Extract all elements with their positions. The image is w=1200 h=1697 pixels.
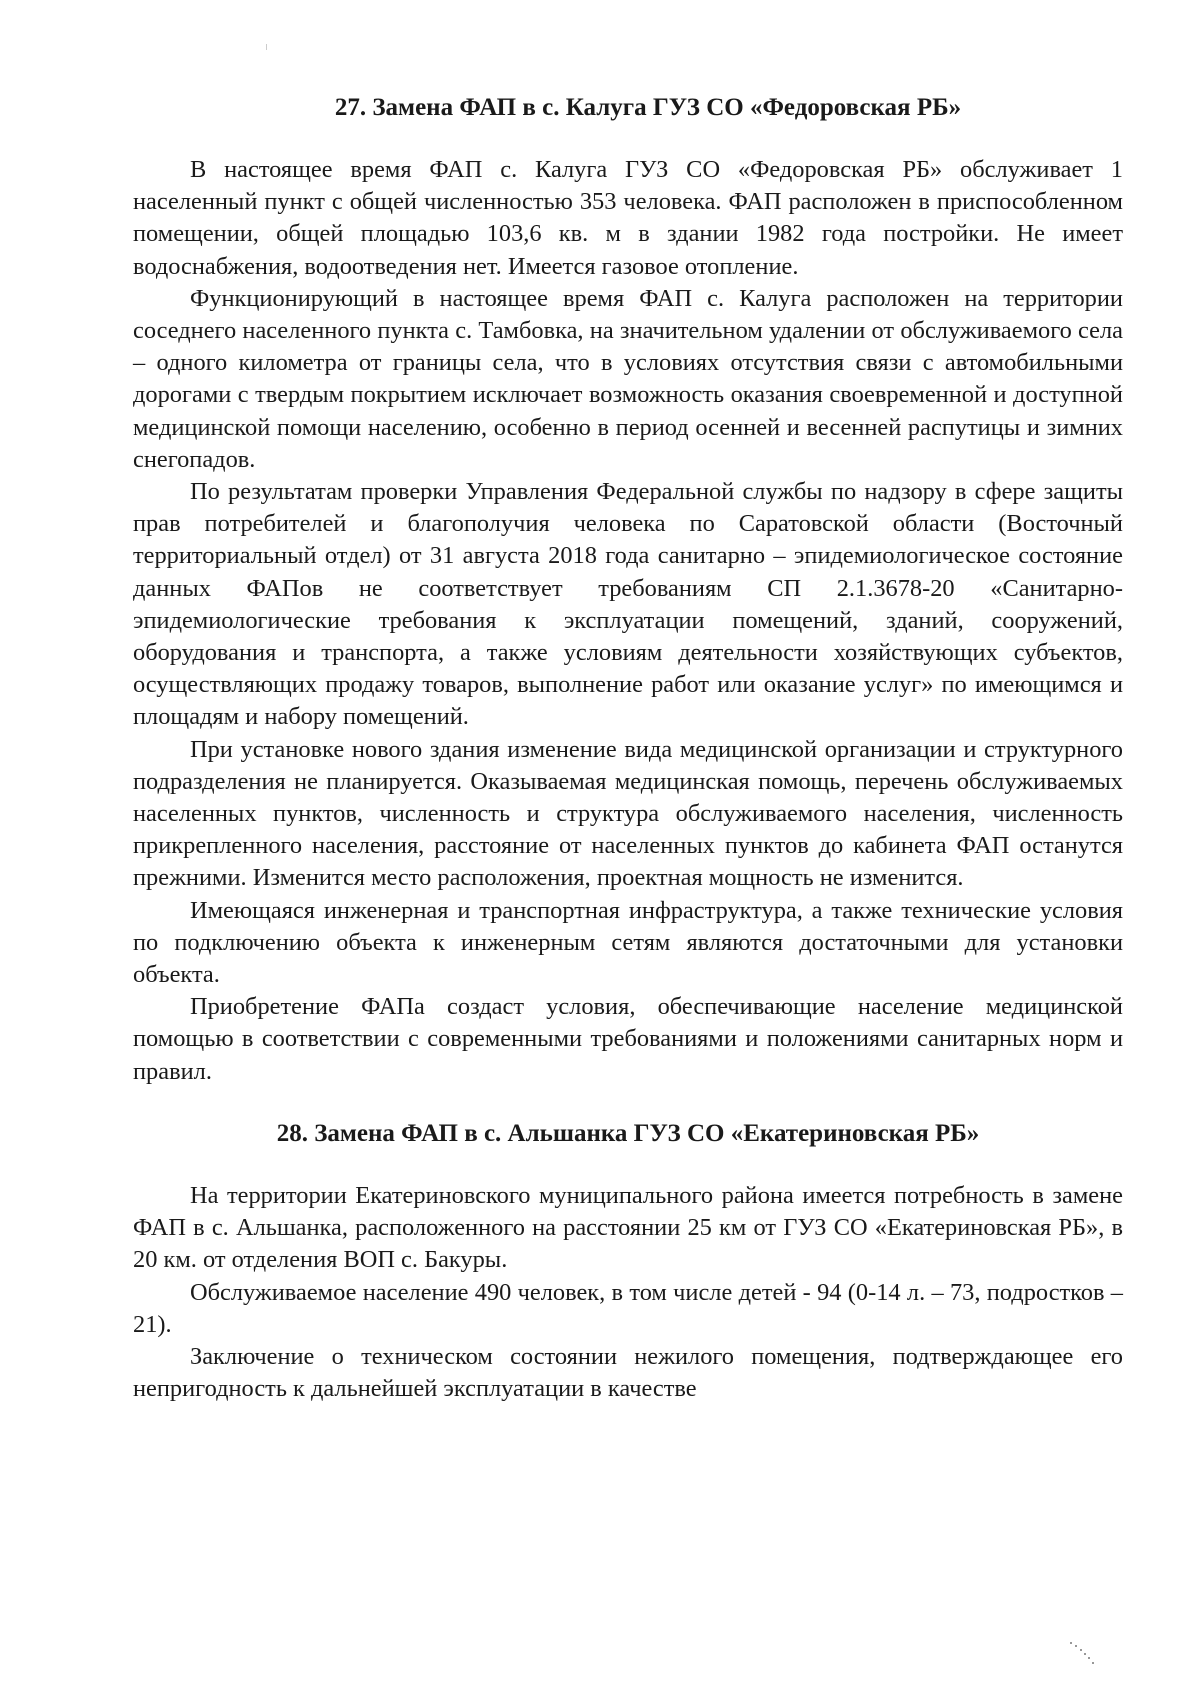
section-28-paragraph-2: Обслуживаемое население 490 человек, в том числе детей - 94 (0-14 л. – 73, подростков – 21). [133,1278,1123,1338]
section-28-paragraph-1: На территории Екатериновского муниципального района имеется потребность в замене ФАП в с. Альшанка, расположенного на расстоянии 25 км от ГУЗ СО «Екатериновская РБ», в 20 км. от отделения ВОП с. Бакуры. [133,1181,1123,1274]
section-27-title: 27. Замена ФАП в с. Калуга ГУЗ СО «Федоровская РБ» [334,94,962,121]
section-27-paragraph-4: При установке нового здания изменение вида медицинской организации и структурного подразделения не планируется. Оказываемая медицинская помощь, перечень обслуживаемых населенных пунктов, численность и структура обслуживаемого населения, численность прикрепленного населения, расстояние от населенных пунктов до кабинета ФАП останутся прежними. Изменится место расположения, проектная мощность не изменится. [133,735,1123,892]
section-27-paragraph-1: В настоящее время ФАП с. Калуга ГУЗ СО «Федоровская РБ» обслуживает 1 населенный пункт с общей численностью 353 человека. ФАП расположен в приспособленном помещении, общей площадью 103,6 кв. м в здании 1982 года постройки. Не имеет водоснабжения, водоотведения нет. Имеется газовое отопление. [133,156,1123,280]
section-27-paragraph-6: Приобретение ФАПа создаст условия, обеспечивающие население медицинской помощью в соответствии с современными требованиями и положениями санитарных норм и правил. [133,993,1123,1085]
document-body [133,92,1123,1405]
section-27-paragraph-2: Функционирующий в настоящее время ФАП с. Калуга расположен на территории соседнего населенного пункта с. Тамбовка, на значительном удалении от обслуживаемого села – одного километра от границы села, что в условиях отсутствия связи с автомобильными дорогами с твердым покрытием исключает возможность оказания своевременной и доступной медицинской помощи населению, особенно в период осенней и весенней распутицы и зимних снегопадов. [133,284,1123,473]
scan-artifact-dots [1068,1640,1098,1670]
section-27-paragraph-5: Имеющаяся инженерная и транспортная инфраструктура, а также технические условия по подключению объекта к инженерным сетям являются достаточными для установки объекта. [133,896,1123,989]
section-27-paragraph-3: По результатам проверки Управления Федеральной службы по надзору в сфере защиты прав потребителей и благополучия человека по Саратовской области (Восточный территориальный отдел) от 31 августа 2018 года санитарно – эпидемиологическое состояние данных ФАПов не соответствует требованиям СП 2.1.3678-20 «Санитарно-эпидемиологические требования к эксплуатации помещений, зданий, сооружений, оборудования и транспорта, а также условиям деятельности хозяйствующих субъектов, осуществляющих продажу товаров, выполнение работ или оказание услуг» по имеющимся и площадям и набору помещений. [133,478,1123,731]
section-28-title: 28. Замена ФАП в с. Альшанка ГУЗ СО «Екатериновская РБ» [276,1119,980,1147]
scan-artifact [266,44,267,50]
section-28-paragraph-3: Заключение о техническом состоянии нежилого помещения, подтверждающее его непригодность к дальнейшей эксплуатации в качестве [133,1342,1123,1403]
